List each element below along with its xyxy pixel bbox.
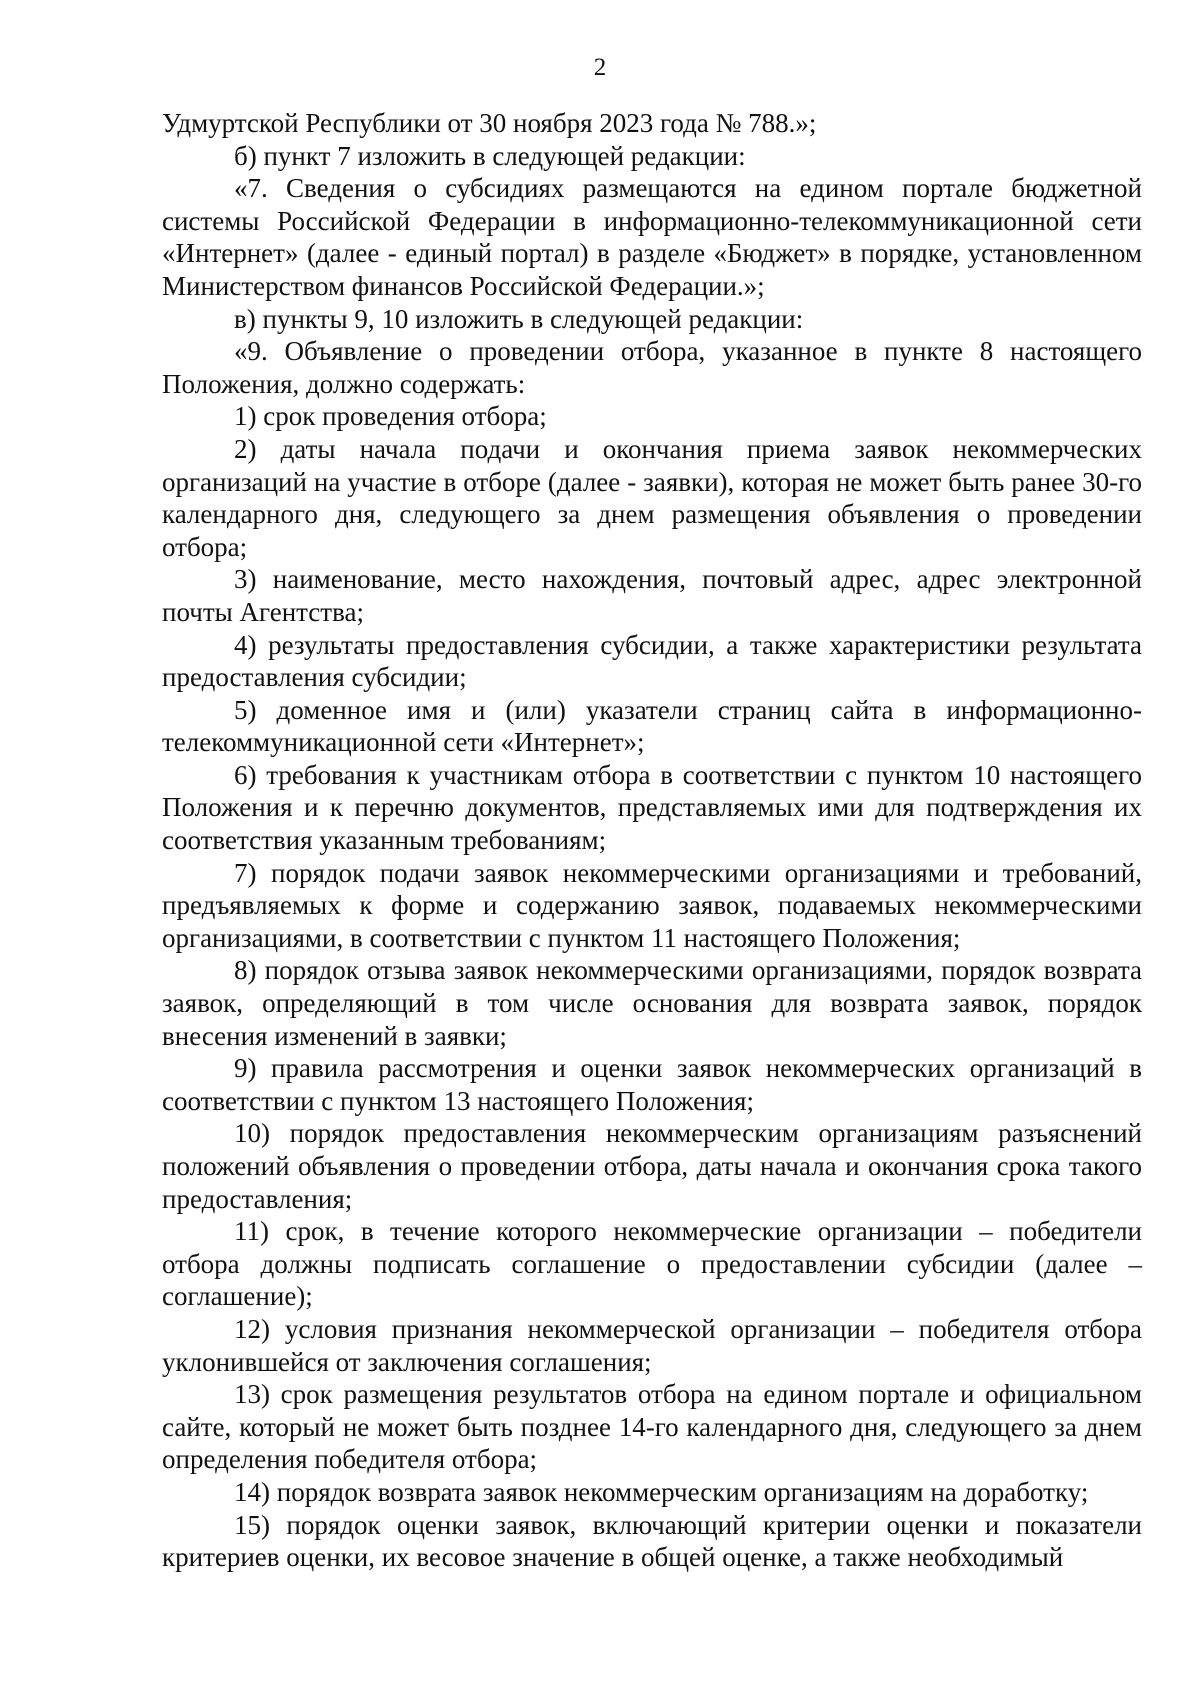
list-item-8: 8) порядок отзыва заявок некоммерческими организациями, порядок возврата заявок, определяющий в том числе основания для возврата заявок, порядок внесения изменений в заявки; (162, 955, 1142, 1051)
list-item-4: 4) результаты предоставления субсидии, а также характеристики результата предоставления субсидии; (162, 629, 1142, 693)
list-item-15: 15) порядок оценки заявок, включающий критерии оценки и показатели критериев оценки, их весовое значение в общей оценке, а также необходимый (162, 1509, 1142, 1573)
list-item-12: 12) условия признания некоммерческой организации – победителя отбора уклонившейся от заключения соглашения; (162, 1313, 1142, 1377)
paragraph-5: «9. Объявление о проведении отбора, указанное в пункте 8 настоящего Положения, должно содержать: (162, 336, 1142, 399)
list-item-10: 10) порядок предоставления некоммерческим организациям разъяснений положений объявления о проведении отбора, даты начала и окончания срока такого предоставления; (162, 1118, 1142, 1214)
list-item-14: 14) порядок возврата заявок некоммерческим организациям на доработку; (234, 1476, 1089, 1507)
paragraph-3: «7. Сведения о субсидиях размещаются на едином портале бюджетной системы Российской Федерации в информационно-телекоммуникационной сети «Интернет» (далее - единый портал) в разделе «Бюджет» в порядке, установленном Министерством финансов Российской Федерации.»; (162, 173, 1142, 301)
list-item-9: 9) правила рассмотрения и оценки заявок некоммерческих организаций в соответствии с пунктом 13 настоящего Положения; (162, 1053, 1142, 1116)
paragraph-4: в) пункты 9, 10 изложить в следующей редакции: (234, 303, 804, 334)
document-body (162, 107, 1142, 1574)
list-item-2: 2) даты начала подачи и окончания приема заявок некоммерческих организаций на участие в отборе (далее - заявки), которая не может быть ранее 30-го календарного дня, следующего за днем размещения объявления о проведении отбора; (162, 433, 1142, 562)
page-number: 2 (593, 54, 607, 81)
list-item-1: 1) срок проведения отбора; (234, 401, 547, 432)
list-item-13: 13) срок размещения результатов отбора на едином портале и официальном сайте, который не может быть позднее 14-го календарного дня, следующего за днем определения победителя отбора; (162, 1379, 1142, 1475)
list-item-5: 5) доменное имя и (или) указатели страниц сайта в информационно-телекоммуникационной сети «Интернет»; (162, 694, 1142, 758)
list-item-7: 7) порядок подачи заявок некоммерческими организациями и требований, предъявляемых к форме и содержанию заявок, подаваемых некоммерческими организациями, в соответствии с пунктом 11 настоящего Положения; (162, 857, 1142, 953)
paragraph-1: Удмуртской Республики от 30 ноября 2023 года № 788.»; (162, 108, 817, 138)
list-item-3: 3) наименование, место нахождения, почтовый адрес, адрес электронной почты Агентства; (162, 564, 1142, 627)
list-item-6: 6) требования к участникам отбора в соответствии с пунктом 10 настоящего Положения и к перечню документов, представляемых ими для подтверждения их соответствия указанным требованиям; (162, 759, 1142, 856)
list-item-11: 11) срок, в течение которого некоммерческие организации – победители отбора должны подписать соглашение о предоставлении субсидии (далее – соглашение); (162, 1216, 1142, 1312)
paragraph-2: б) пункт 7 изложить в следующей редакции: (234, 140, 746, 171)
